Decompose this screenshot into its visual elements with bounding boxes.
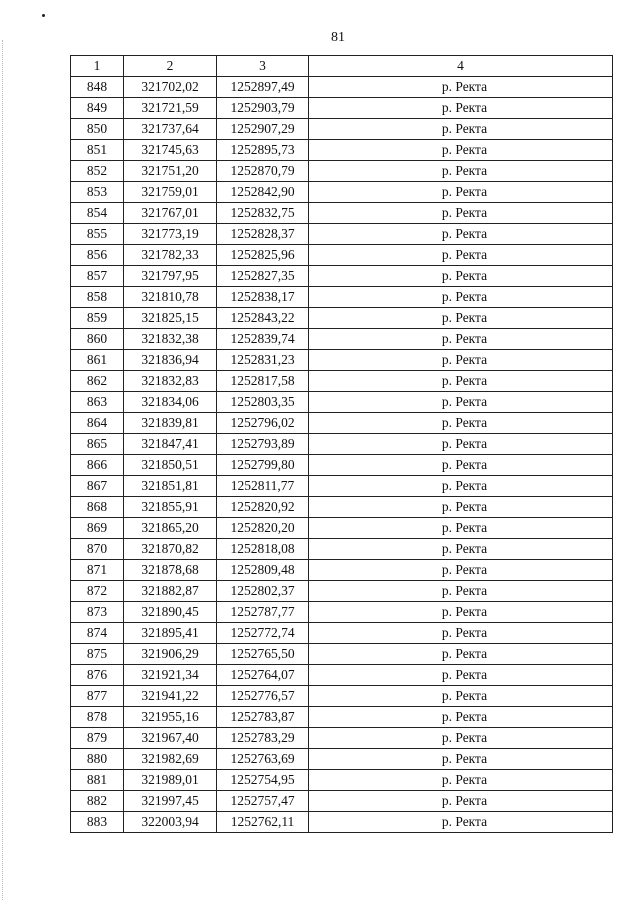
cell-x-coordinate: 321810,78 bbox=[124, 287, 217, 308]
cell-description: р. Ректа bbox=[309, 350, 613, 371]
cell-point-number: 877 bbox=[71, 686, 124, 707]
cell-x-coordinate: 321737,64 bbox=[124, 119, 217, 140]
table-row bbox=[71, 707, 613, 728]
cell-x-coordinate: 321955,16 bbox=[124, 707, 217, 728]
cell-description: р. Ректа bbox=[309, 77, 613, 98]
cell-point-number: 874 bbox=[71, 623, 124, 644]
cell-point-number: 875 bbox=[71, 644, 124, 665]
cell-description: р. Ректа bbox=[309, 602, 613, 623]
cell-y-coordinate: 1252803,35 bbox=[217, 392, 309, 413]
cell-y-coordinate: 1252831,23 bbox=[217, 350, 309, 371]
cell-description: р. Ректа bbox=[309, 581, 613, 602]
cell-point-number: 863 bbox=[71, 392, 124, 413]
cell-x-coordinate: 321751,20 bbox=[124, 161, 217, 182]
cell-y-coordinate: 1252783,87 bbox=[217, 707, 309, 728]
cell-x-coordinate: 321797,95 bbox=[124, 266, 217, 287]
cell-x-coordinate: 321997,45 bbox=[124, 791, 217, 812]
cell-description: р. Ректа bbox=[309, 770, 613, 791]
cell-x-coordinate: 321878,68 bbox=[124, 560, 217, 581]
cell-x-coordinate: 321836,94 bbox=[124, 350, 217, 371]
cell-y-coordinate: 1252895,73 bbox=[217, 140, 309, 161]
cell-point-number: 876 bbox=[71, 665, 124, 686]
cell-point-number: 882 bbox=[71, 791, 124, 812]
coordinates-table bbox=[70, 55, 613, 833]
cell-point-number: 873 bbox=[71, 602, 124, 623]
cell-description: р. Ректа bbox=[309, 413, 613, 434]
cell-description: р. Ректа bbox=[309, 119, 613, 140]
cell-point-number: 861 bbox=[71, 350, 124, 371]
cell-description: р. Ректа bbox=[309, 308, 613, 329]
cell-y-coordinate: 1252842,90 bbox=[217, 182, 309, 203]
cell-description: р. Ректа bbox=[309, 791, 613, 812]
cell-y-coordinate: 1252907,29 bbox=[217, 119, 309, 140]
cell-x-coordinate: 321773,19 bbox=[124, 224, 217, 245]
cell-point-number: 852 bbox=[71, 161, 124, 182]
cell-point-number: 857 bbox=[71, 266, 124, 287]
cell-description: р. Ректа bbox=[309, 203, 613, 224]
cell-y-coordinate: 1252843,22 bbox=[217, 308, 309, 329]
cell-y-coordinate: 1252762,11 bbox=[217, 812, 309, 833]
cell-description: р. Ректа bbox=[309, 560, 613, 581]
cell-x-coordinate: 321967,40 bbox=[124, 728, 217, 749]
table-row bbox=[71, 119, 613, 140]
cell-point-number: 871 bbox=[71, 560, 124, 581]
cell-x-coordinate: 321782,33 bbox=[124, 245, 217, 266]
scan-speck bbox=[42, 14, 45, 17]
table-row bbox=[71, 455, 613, 476]
cell-description: р. Ректа bbox=[309, 455, 613, 476]
cell-x-coordinate: 321832,83 bbox=[124, 371, 217, 392]
table-body bbox=[71, 77, 613, 833]
cell-y-coordinate: 1252820,92 bbox=[217, 497, 309, 518]
cell-x-coordinate: 321890,45 bbox=[124, 602, 217, 623]
cell-point-number: 858 bbox=[71, 287, 124, 308]
cell-y-coordinate: 1252776,57 bbox=[217, 686, 309, 707]
cell-description: р. Ректа bbox=[309, 392, 613, 413]
cell-x-coordinate: 321702,02 bbox=[124, 77, 217, 98]
table-row bbox=[71, 518, 613, 539]
column-header-y-coordinate: 3 bbox=[217, 56, 309, 77]
table-row bbox=[71, 203, 613, 224]
cell-x-coordinate: 321851,81 bbox=[124, 476, 217, 497]
table-row bbox=[71, 602, 613, 623]
cell-point-number: 880 bbox=[71, 749, 124, 770]
cell-x-coordinate: 321941,22 bbox=[124, 686, 217, 707]
cell-point-number: 865 bbox=[71, 434, 124, 455]
cell-description: р. Ректа bbox=[309, 644, 613, 665]
table-row bbox=[71, 266, 613, 287]
column-header-x-coordinate: 2 bbox=[124, 56, 217, 77]
cell-point-number: 872 bbox=[71, 581, 124, 602]
cell-point-number: 853 bbox=[71, 182, 124, 203]
cell-y-coordinate: 1252764,07 bbox=[217, 665, 309, 686]
cell-y-coordinate: 1252828,37 bbox=[217, 224, 309, 245]
cell-y-coordinate: 1252796,02 bbox=[217, 413, 309, 434]
table-header-row bbox=[71, 56, 613, 77]
table-row bbox=[71, 770, 613, 791]
cell-x-coordinate: 321882,87 bbox=[124, 581, 217, 602]
cell-y-coordinate: 1252870,79 bbox=[217, 161, 309, 182]
cell-x-coordinate: 321745,63 bbox=[124, 140, 217, 161]
cell-y-coordinate: 1252799,80 bbox=[217, 455, 309, 476]
cell-x-coordinate: 321850,51 bbox=[124, 455, 217, 476]
cell-y-coordinate: 1252832,75 bbox=[217, 203, 309, 224]
cell-x-coordinate: 321834,06 bbox=[124, 392, 217, 413]
cell-description: р. Ректа bbox=[309, 140, 613, 161]
table-row bbox=[71, 161, 613, 182]
cell-point-number: 867 bbox=[71, 476, 124, 497]
table-row bbox=[71, 581, 613, 602]
cell-point-number: 879 bbox=[71, 728, 124, 749]
cell-x-coordinate: 321865,20 bbox=[124, 518, 217, 539]
cell-y-coordinate: 1252811,77 bbox=[217, 476, 309, 497]
table-row bbox=[71, 182, 613, 203]
cell-x-coordinate: 321825,15 bbox=[124, 308, 217, 329]
cell-description: р. Ректа bbox=[309, 749, 613, 770]
cell-x-coordinate: 321721,59 bbox=[124, 98, 217, 119]
cell-y-coordinate: 1252802,37 bbox=[217, 581, 309, 602]
cell-description: р. Ректа bbox=[309, 707, 613, 728]
table-row bbox=[71, 329, 613, 350]
cell-description: р. Ректа bbox=[309, 497, 613, 518]
cell-point-number: 856 bbox=[71, 245, 124, 266]
cell-y-coordinate: 1252787,77 bbox=[217, 602, 309, 623]
table-row bbox=[71, 434, 613, 455]
cell-point-number: 868 bbox=[71, 497, 124, 518]
table-row bbox=[71, 749, 613, 770]
cell-y-coordinate: 1252838,17 bbox=[217, 287, 309, 308]
cell-x-coordinate: 321921,34 bbox=[124, 665, 217, 686]
cell-description: р. Ректа bbox=[309, 161, 613, 182]
cell-description: р. Ректа bbox=[309, 224, 613, 245]
cell-point-number: 859 bbox=[71, 308, 124, 329]
cell-description: р. Ректа bbox=[309, 287, 613, 308]
table-row bbox=[71, 98, 613, 119]
cell-x-coordinate: 321855,91 bbox=[124, 497, 217, 518]
table-row bbox=[71, 497, 613, 518]
page-number: 81 bbox=[331, 30, 345, 45]
table-row bbox=[71, 287, 613, 308]
cell-point-number: 870 bbox=[71, 539, 124, 560]
table-row bbox=[71, 539, 613, 560]
cell-description: р. Ректа bbox=[309, 476, 613, 497]
cell-y-coordinate: 1252825,96 bbox=[217, 245, 309, 266]
cell-y-coordinate: 1252817,58 bbox=[217, 371, 309, 392]
cell-x-coordinate: 321767,01 bbox=[124, 203, 217, 224]
binding-margin-line bbox=[2, 40, 3, 900]
cell-point-number: 862 bbox=[71, 371, 124, 392]
table-row bbox=[71, 371, 613, 392]
cell-description: р. Ректа bbox=[309, 182, 613, 203]
cell-description: р. Ректа bbox=[309, 434, 613, 455]
cell-point-number: 864 bbox=[71, 413, 124, 434]
cell-x-coordinate: 321989,01 bbox=[124, 770, 217, 791]
cell-y-coordinate: 1252754,95 bbox=[217, 770, 309, 791]
table-row bbox=[71, 644, 613, 665]
cell-description: р. Ректа bbox=[309, 371, 613, 392]
cell-point-number: 878 bbox=[71, 707, 124, 728]
cell-y-coordinate: 1252757,47 bbox=[217, 791, 309, 812]
cell-y-coordinate: 1252818,08 bbox=[217, 539, 309, 560]
cell-y-coordinate: 1252809,48 bbox=[217, 560, 309, 581]
cell-description: р. Ректа bbox=[309, 98, 613, 119]
cell-x-coordinate: 321895,41 bbox=[124, 623, 217, 644]
table-row bbox=[71, 350, 613, 371]
table-row bbox=[71, 77, 613, 98]
column-header-description: 4 bbox=[309, 56, 613, 77]
cell-point-number: 849 bbox=[71, 98, 124, 119]
cell-description: р. Ректа bbox=[309, 329, 613, 350]
cell-x-coordinate: 321906,29 bbox=[124, 644, 217, 665]
cell-y-coordinate: 1252827,35 bbox=[217, 266, 309, 287]
cell-y-coordinate: 1252839,74 bbox=[217, 329, 309, 350]
table-row bbox=[71, 224, 613, 245]
cell-description: р. Ректа bbox=[309, 686, 613, 707]
column-header-point-number: 1 bbox=[71, 56, 124, 77]
cell-point-number: 869 bbox=[71, 518, 124, 539]
table-row bbox=[71, 728, 613, 749]
cell-x-coordinate: 321839,81 bbox=[124, 413, 217, 434]
cell-x-coordinate: 322003,94 bbox=[124, 812, 217, 833]
cell-point-number: 854 bbox=[71, 203, 124, 224]
cell-y-coordinate: 1252903,79 bbox=[217, 98, 309, 119]
cell-x-coordinate: 321759,01 bbox=[124, 182, 217, 203]
cell-description: р. Ректа bbox=[309, 665, 613, 686]
cell-x-coordinate: 321870,82 bbox=[124, 539, 217, 560]
table-row bbox=[71, 791, 613, 812]
cell-y-coordinate: 1252820,20 bbox=[217, 518, 309, 539]
table-row bbox=[71, 686, 613, 707]
cell-description: р. Ректа bbox=[309, 518, 613, 539]
cell-x-coordinate: 321832,38 bbox=[124, 329, 217, 350]
cell-point-number: 866 bbox=[71, 455, 124, 476]
table-row bbox=[71, 413, 613, 434]
cell-y-coordinate: 1252763,69 bbox=[217, 749, 309, 770]
cell-description: р. Ректа bbox=[309, 812, 613, 833]
table-row bbox=[71, 392, 613, 413]
cell-description: р. Ректа bbox=[309, 245, 613, 266]
table-row bbox=[71, 140, 613, 161]
table-row bbox=[71, 560, 613, 581]
cell-y-coordinate: 1252765,50 bbox=[217, 644, 309, 665]
cell-point-number: 855 bbox=[71, 224, 124, 245]
table-row bbox=[71, 812, 613, 833]
cell-y-coordinate: 1252772,74 bbox=[217, 623, 309, 644]
cell-description: р. Ректа bbox=[309, 266, 613, 287]
cell-point-number: 848 bbox=[71, 77, 124, 98]
cell-point-number: 851 bbox=[71, 140, 124, 161]
table-row bbox=[71, 665, 613, 686]
cell-description: р. Ректа bbox=[309, 539, 613, 560]
cell-x-coordinate: 321847,41 bbox=[124, 434, 217, 455]
cell-y-coordinate: 1252793,89 bbox=[217, 434, 309, 455]
table-row bbox=[71, 245, 613, 266]
cell-point-number: 883 bbox=[71, 812, 124, 833]
table-row bbox=[71, 308, 613, 329]
cell-description: р. Ректа bbox=[309, 623, 613, 644]
cell-description: р. Ректа bbox=[309, 728, 613, 749]
cell-y-coordinate: 1252783,29 bbox=[217, 728, 309, 749]
cell-point-number: 850 bbox=[71, 119, 124, 140]
table-row bbox=[71, 476, 613, 497]
cell-point-number: 881 bbox=[71, 770, 124, 791]
cell-x-coordinate: 321982,69 bbox=[124, 749, 217, 770]
table-row bbox=[71, 623, 613, 644]
cell-point-number: 860 bbox=[71, 329, 124, 350]
cell-y-coordinate: 1252897,49 bbox=[217, 77, 309, 98]
